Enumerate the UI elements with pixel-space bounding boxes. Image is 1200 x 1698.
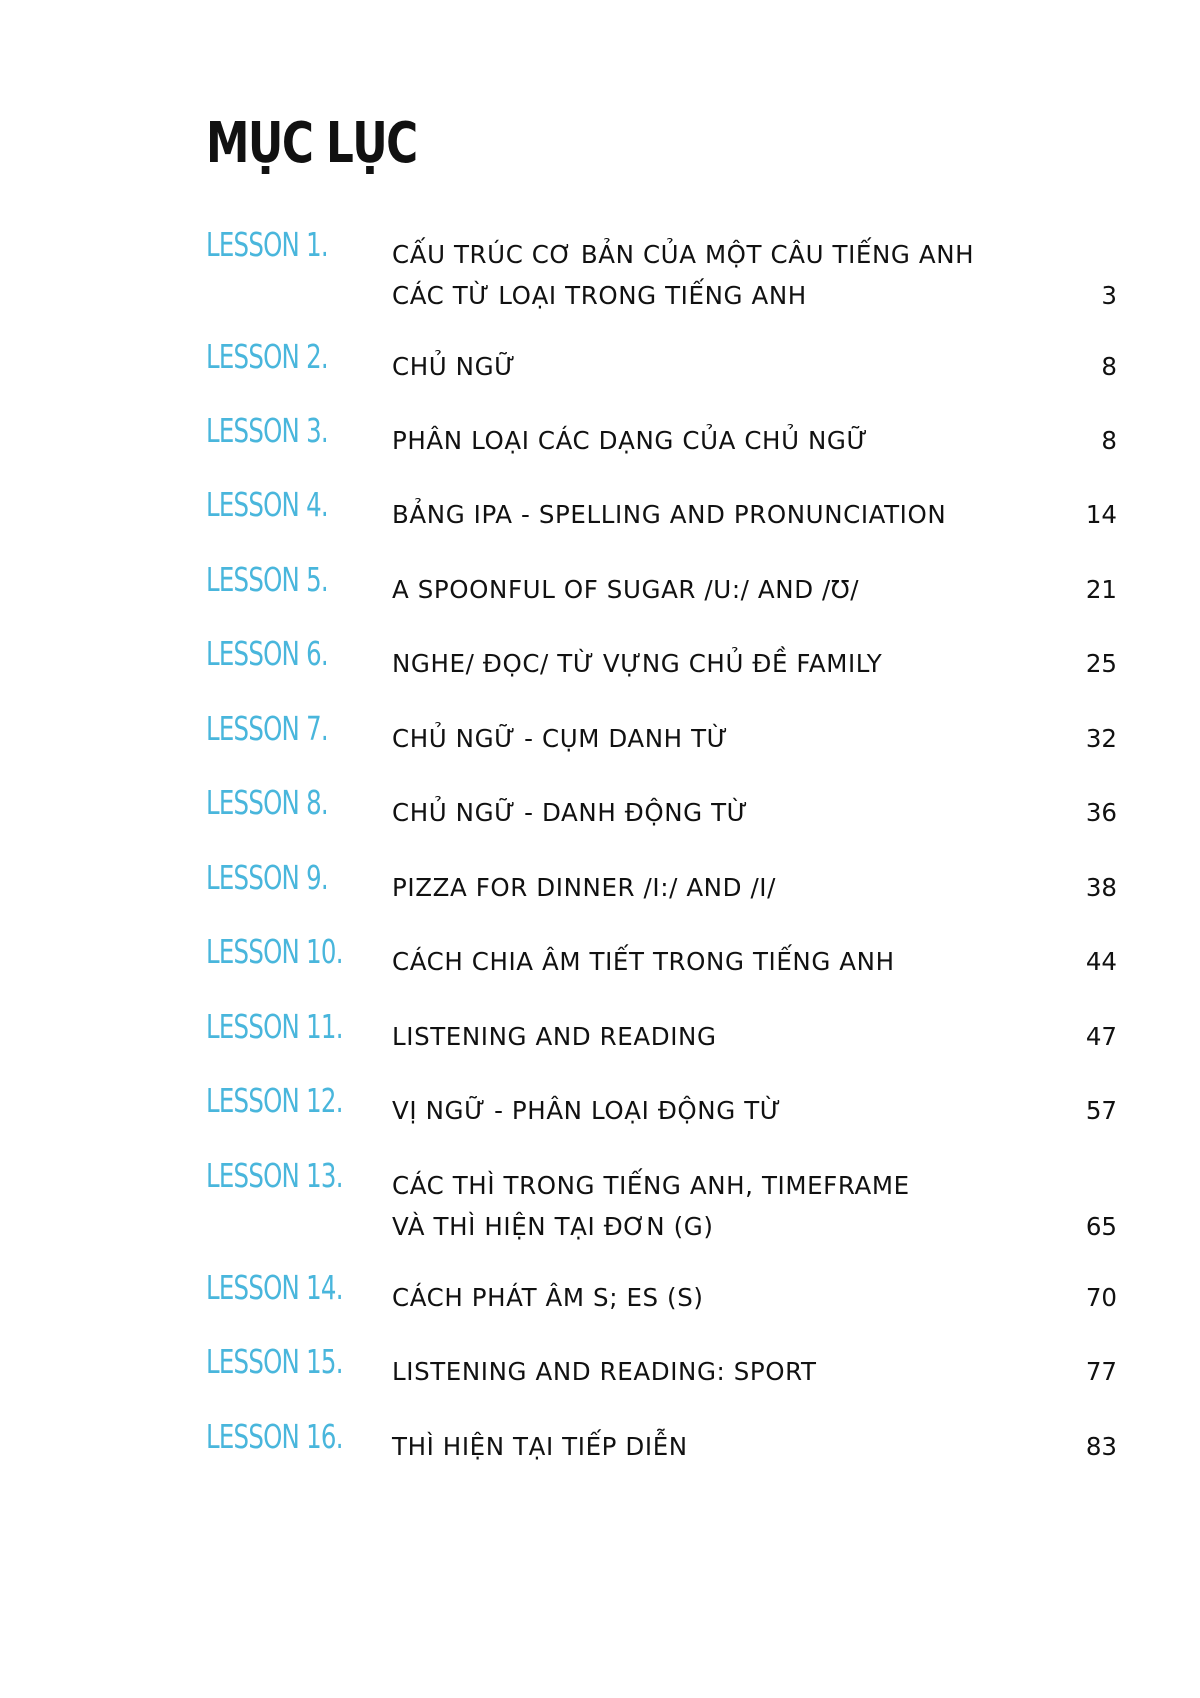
lesson-title-line: CẤU TRÚC CƠ BẢN CỦA MỘT CÂU TIẾNG ANH <box>392 240 975 269</box>
lesson-number: LESSON 13. <box>206 1156 343 1195</box>
lesson-number: LESSON 2. <box>206 337 328 376</box>
lesson-title-line: VỊ NGỮ - PHÂN LOẠI ĐỘNG TỪ <box>392 1096 782 1125</box>
page-number: 47 <box>1085 1022 1117 1051</box>
lesson-number: LESSON 4. <box>206 485 328 524</box>
page-number: 57 <box>1085 1096 1117 1125</box>
lesson-title <box>392 234 1032 316</box>
lesson-title-line: CÁCH PHÁT ÂM S; ES (S) <box>392 1283 704 1312</box>
lesson-title-line: PHÂN LOẠI CÁC DẠNG CỦA CHỦ NGỮ <box>392 426 869 455</box>
lesson-number: LESSON 1. <box>206 225 328 264</box>
lesson-number: LESSON 15. <box>206 1342 343 1381</box>
lesson-title <box>392 941 1032 982</box>
page-number: 8 <box>1101 352 1117 381</box>
page-number: 21 <box>1085 575 1117 604</box>
page-number: 25 <box>1085 649 1117 678</box>
page-number: 65 <box>1085 1212 1117 1241</box>
lesson-title-line: VÀ THÌ HIỆN TẠI ĐƠN (G) <box>392 1212 714 1241</box>
lesson-number: LESSON 3. <box>206 411 328 450</box>
lesson-number: LESSON 11. <box>206 1007 343 1046</box>
lesson-number: LESSON 5. <box>206 560 328 599</box>
lesson-number: LESSON 8. <box>206 783 328 822</box>
lesson-number: LESSON 7. <box>206 709 328 748</box>
lesson-title <box>392 420 1032 461</box>
lesson-number: LESSON 6. <box>206 634 328 673</box>
lesson-title <box>392 1277 1032 1318</box>
lesson-title-line: THÌ HIỆN TẠI TIẾP DIỄN <box>392 1432 688 1461</box>
lesson-title-line: CHỦ NGỮ - CỤM DANH TỪ <box>392 724 729 753</box>
page-number: 38 <box>1085 873 1117 902</box>
lesson-title-line: LISTENING AND READING <box>392 1022 717 1051</box>
lesson-title <box>392 346 1032 387</box>
page-number: 8 <box>1101 426 1117 455</box>
lesson-title <box>392 643 1032 684</box>
page-number: 14 <box>1085 500 1117 529</box>
lesson-title-line: BẢNG IPA - SPELLING AND PRONUNCIATION <box>392 500 947 529</box>
lesson-title <box>392 494 1032 535</box>
page-title: MỤC LỤC <box>206 111 417 176</box>
lesson-title <box>392 792 1032 833</box>
lesson-title-line: CÁC TỪ LOẠI TRONG TIẾNG ANH <box>392 281 807 310</box>
page-number: 70 <box>1085 1283 1117 1312</box>
page-number: 83 <box>1085 1432 1117 1461</box>
lesson-title-line: LISTENING AND READING: SPORT <box>392 1357 817 1386</box>
lesson-number: LESSON 9. <box>206 858 328 897</box>
lesson-title-line: PIZZA FOR DINNER /I:/ AND /I/ <box>392 873 776 902</box>
lesson-title-line: CÁCH CHIA ÂM TIẾT TRONG TIẾNG ANH <box>392 947 895 976</box>
lesson-title <box>392 867 1032 908</box>
lesson-title-line: CHỦ NGỮ <box>392 352 516 381</box>
lesson-title <box>392 1016 1032 1057</box>
lesson-title-line: A SPOONFUL OF SUGAR /U:/ AND /Ʊ/ <box>392 575 860 604</box>
lesson-number: LESSON 16. <box>206 1417 343 1456</box>
page-number: 36 <box>1085 798 1117 827</box>
lesson-number: LESSON 10. <box>206 932 343 971</box>
lesson-title-line: CÁC THÌ TRONG TIẾNG ANH, TIMEFRAME <box>392 1171 910 1200</box>
lesson-number: LESSON 14. <box>206 1268 343 1307</box>
lesson-title-line: CHỦ NGỮ - DANH ĐỘNG TỪ <box>392 798 749 827</box>
page-number: 3 <box>1101 281 1117 310</box>
lesson-title <box>392 1090 1032 1131</box>
lesson-title <box>392 1351 1032 1392</box>
lesson-title-line: NGHE/ ĐỌC/ TỪ VỰNG CHỦ ĐỀ FAMILY <box>392 649 883 678</box>
lesson-number: LESSON 12. <box>206 1081 343 1120</box>
lesson-title <box>392 1165 1032 1247</box>
lesson-title <box>392 569 1032 610</box>
page-number: 77 <box>1085 1357 1117 1386</box>
lesson-title <box>392 1426 1032 1467</box>
page-number: 32 <box>1085 724 1117 753</box>
page-number: 44 <box>1085 947 1117 976</box>
lesson-title <box>392 718 1032 759</box>
